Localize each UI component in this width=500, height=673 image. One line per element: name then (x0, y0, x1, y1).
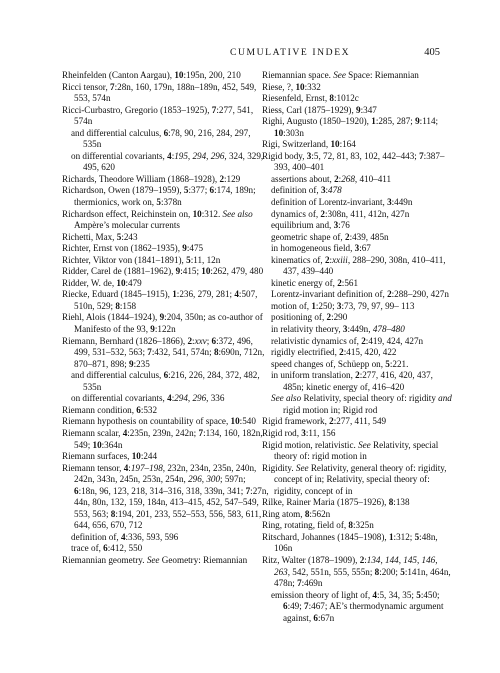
index-entry: Ring, rotating, field of, 8:325n (262, 520, 374, 531)
index-subentry: in relativity theory, 3:449n, 478–480 (271, 324, 405, 335)
index-entry: Riemann hypothesis on countability of space, 10:540 (62, 416, 256, 427)
index-column-right (262, 70, 452, 624)
index-subentry: emission theory of light of, 4:5, 34, 35; 5:450; 6:49; 7:467; AE’s thermodynamic argument against, 6:67n (271, 589, 444, 623)
index-entry: Rigi, Switzerland, 10:164 (262, 139, 356, 150)
index-entry: Richetti, Max, 5:243 (62, 231, 138, 242)
index-subentry: definition of, 4:336, 593, 596 (71, 531, 179, 542)
index-entry: Ricci tensor, 7:28n, 160, 179n, 188n–189n, 452, 549, 553, 574n (62, 81, 257, 104)
index-subentry: definition of Lorentz-invariant, 3:449n (271, 197, 413, 208)
index-subentry: trace of, 6:412, 550 (71, 543, 143, 554)
index-entry: Riess, Carl (1875–1929), 9:347 (262, 104, 377, 115)
index-entry: Ring atom, 8:562n (262, 508, 331, 519)
index-subentry: in uniform translation, 2:277, 416, 420, 437, 485n; kinetic energy of, 416–420 (271, 370, 433, 392)
index-subentry: in homogeneous field, 3:67 (271, 243, 371, 254)
index-entry: Rigidity. See Relativity, general theory of: rigidity, concept of in; Relativity, special theory of: rigidity, concept of in (262, 462, 447, 496)
running-header-title: CUMULATIVE INDEX (230, 47, 351, 58)
index-entry: Riemann condition, 6:532 (62, 404, 158, 415)
index-column-left (62, 70, 270, 567)
index-subentry: speed changes of, Schüepp on, 5:221. (271, 358, 409, 369)
index-entry: Riemann surfaces, 10:244 (62, 451, 158, 462)
index-subentry: geometric shape of, 2:439, 485n (271, 231, 389, 242)
index-entry: Rheinfelden (Canton Aargau), 10:195n, 200, 210 (62, 70, 241, 80)
index-subentry: relativistic dynamics of, 2:419, 424, 427n (271, 335, 424, 346)
index-entry: Richardson, Owen (1879–1959), 5:377; 6:174, 189n; thermionics, work on, 5:378n (62, 185, 256, 208)
index-entry: Riemann tensor, 4:197–198, 232n, 234n, 235n, 240n, 242n, 343n, 245n, 253n, 254n, 296, 300; 597n; 6:18n, 96, 123, 218, 314–316, 318, 339n, 341; 7:27n, 44n, 80n, 132, 159, 184n, 413–415, 452, 547–549, 553, 563; 8:194, 201, 233, 552–553, 556, 583, 611, 644, 656, 670, 712 (62, 462, 269, 531)
index-subentry: See also Relativity, special theory of: rigidity and rigid motion in; Rigid rod (271, 393, 452, 415)
index-entry: Ridder, W. de, 10:479 (62, 277, 142, 288)
index-subentry: and differential calculus, 6:78, 90, 216, 284, 297, 535n (71, 127, 251, 150)
index-subentry: definition of, 3:478 (271, 185, 342, 196)
index-subentry: and differential calculus, 6:216, 226, 284, 372, 482, 535n (71, 370, 260, 392)
index-entry: Riese, ?, 10:332 (262, 81, 321, 92)
index-entry: Riemann, Bernhard (1826–1866), 2:xxv; 6:372, 496, 499, 531–532, 563; 7:432, 541, 574n; 8:690n, 712n, 870–871, 898; 9:235 (62, 335, 265, 369)
index-entry: Richter, Viktor von (1841–1891), 5:11, 12n (62, 254, 221, 265)
index-subentry: assertions about, 2:268, 410–411 (271, 173, 392, 184)
index-subentry: rigidly electrified, 2:415, 420, 422 (271, 347, 397, 358)
index-subentry: kinematics of, 2:xxiii, 288–290, 308n, 410–411, 437, 439–440 (271, 254, 446, 277)
index-subentry: equilibrium and, 3:76 (271, 220, 350, 231)
index-entry: Ricci-Curbastro, Gregorio (1853–1925), 7:277, 541, 574n (62, 104, 254, 127)
index-subentry: kinetic energy of, 2:561 (271, 277, 359, 288)
index-entry: Rilke, Rainer Maria (1875–1926), 8:138 (262, 497, 410, 508)
index-entry: Rigid motion, relativistic. See Relativity, special theory of: rigid motion in (262, 439, 439, 462)
index-subentry: dynamics of, 2:308n, 411, 412n, 427n (271, 208, 410, 219)
index-entry: Richards, Theodore William (1868–1928), 2:129 (62, 173, 241, 184)
index-entry: Ritschard, Johannes (1845–1908), 1:312; 5:48n, 106n (262, 531, 438, 554)
index-entry: Ridder, Carel de (1881–1962), 9:415; 10:262, 479, 480 (62, 266, 264, 277)
running-header (0, 47, 500, 61)
page-number: 405 (424, 47, 440, 58)
index-entry: Richter, Ernst von (1862–1935), 9:475 (62, 243, 204, 254)
index-subentry: on differential covariants, 4:195, 294, 296, 324, 329, 495, 620 (71, 150, 264, 173)
index-subentry: positioning of, 2:290 (271, 312, 348, 323)
index-entry: Righi, Augusto (1850–1920), 1:285, 287; 9:114; 10:303n (262, 116, 439, 138)
index-entry: Riehl, Alois (1844–1924), 9:204, 350n; as co-author of Manifesto of the 93, 9:122n (62, 312, 263, 335)
index-entry: Rigid body, 3:5, 72, 81, 83, 102, 442–443; 7:387–393, 400–401 (262, 150, 445, 173)
index-entry: Rigid framework, 2:277, 411, 549 (262, 416, 387, 427)
index-entry: Riesenfeld, Ernst, 8:1012c (262, 93, 359, 104)
index-subentry: Lorentz-invariant definition of, 2:288–290, 427n (271, 289, 449, 300)
index-entry: Ritz, Walter (1878–1909), 2:134, 144, 145, 146, 263, 542, 551n, 555, 555n; 8:200; 5:141n, 464n, 478n; 7:469n (262, 554, 451, 589)
index-entry: Riemann scalar, 4:235n, 239n, 242n; 7:134, 160, 182n, 549; 10:364n (62, 427, 263, 450)
index-entry: Richardson effect, Reichinstein on, 10:312. See also Ampère’s molecular currents (62, 208, 253, 231)
index-subentry: on differential covariants, 4:294, 296, 336 (71, 393, 225, 404)
index-entry: Riecke, Eduard (1845–1915), 1:236, 279, 281; 4:507, 510n, 529; 8:158 (62, 289, 258, 311)
index-subentry: motion of, 1:250; 3:73, 79, 97, 99– 113 (271, 300, 415, 311)
index-entry: Rigid rod, 3:11, 156 (262, 427, 336, 438)
index-entry: Riemannian geometry. See Geometry: Riemannian (62, 554, 248, 565)
index-entry: Riemannian space. See Space: Riemannian (262, 70, 419, 80)
